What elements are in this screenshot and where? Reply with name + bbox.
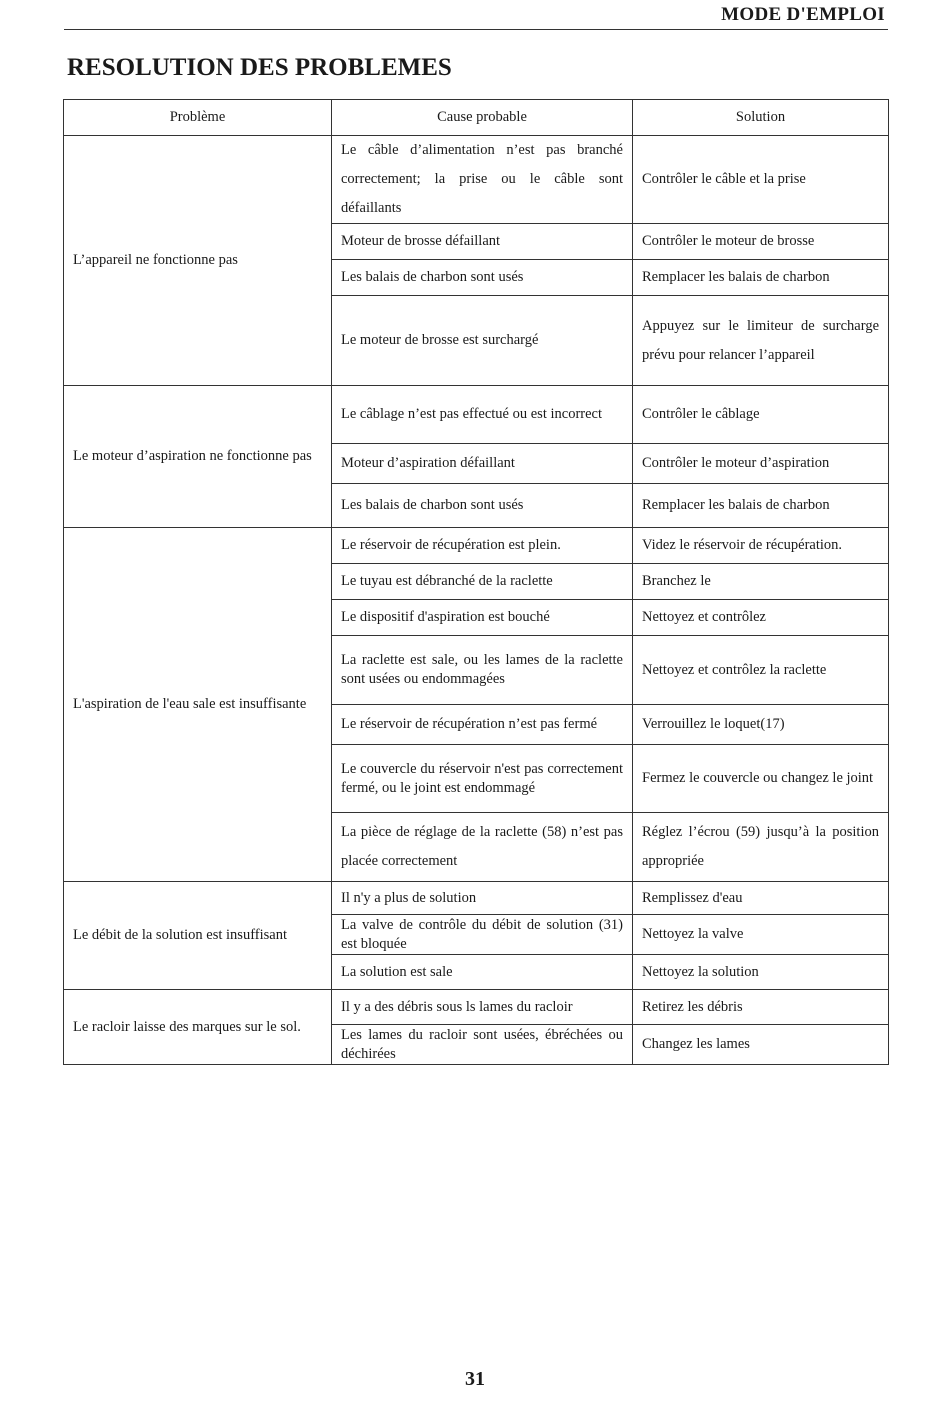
table-row bbox=[64, 386, 889, 444]
solution-cell: Fermez le couvercle ou changez le joint bbox=[633, 745, 889, 813]
problem-cell: Le racloir laisse des marques sur le sol. bbox=[64, 990, 332, 1065]
problem-cell: L'aspiration de l'eau sale est insuffisante bbox=[64, 528, 332, 882]
troubleshooting-table bbox=[63, 99, 889, 1065]
solution-cell: Contrôler le câblage bbox=[633, 386, 889, 444]
problem-cell: Le débit de la solution est insuffisant bbox=[64, 882, 332, 990]
solution-cell: Contrôler le moteur de brosse bbox=[633, 224, 889, 260]
cause-cell: La valve de contrôle du débit de solution (31) est bloquée bbox=[332, 915, 633, 955]
problem-cell: L’appareil ne fonctionne pas bbox=[64, 136, 332, 386]
solution-cell: Changez les lames bbox=[633, 1025, 889, 1065]
solution-cell: Remplissez d'eau bbox=[633, 882, 889, 915]
page-header bbox=[64, 4, 888, 30]
solution-cell: Nettoyez la valve bbox=[633, 915, 889, 955]
solution-cell: Réglez l’écrou (59) jusqu’à la position appropriée bbox=[633, 813, 889, 882]
table-header-row bbox=[64, 100, 889, 136]
solution-cell: Nettoyez et contrôlez bbox=[633, 600, 889, 636]
solution-cell: Contrôler le câble et la prise bbox=[633, 136, 889, 224]
cause-cell: Le câblage n’est pas effectué ou est incorrect bbox=[332, 386, 633, 444]
cause-cell: La solution est sale bbox=[332, 955, 633, 990]
column-header-probleme: Problème bbox=[64, 100, 332, 136]
page-number: 31 bbox=[465, 1368, 485, 1390]
solution-cell: Retirez les débris bbox=[633, 990, 889, 1025]
cause-cell: Le réservoir de récupération n’est pas fermé bbox=[332, 705, 633, 745]
cause-cell: Le moteur de brosse est surchargé bbox=[332, 296, 633, 386]
table-row bbox=[64, 990, 889, 1025]
solution-cell: Appuyez sur le limiteur de surcharge prévu pour relancer l’appareil bbox=[633, 296, 889, 386]
cause-cell: La pièce de réglage de la raclette (58) n’est pas placée correctement bbox=[332, 813, 633, 882]
table-row bbox=[64, 882, 889, 915]
solution-cell: Remplacer les balais de charbon bbox=[633, 484, 889, 528]
cause-cell: Moteur de brosse défaillant bbox=[332, 224, 633, 260]
cause-cell: Le couvercle du réservoir n'est pas correctement fermé, ou le joint est endommagé bbox=[332, 745, 633, 813]
cause-cell: La raclette est sale, ou les lames de la raclette sont usées ou endommagées bbox=[332, 636, 633, 705]
cause-cell: Le dispositif d'aspiration est bouché bbox=[332, 600, 633, 636]
page-title: RESOLUTION DES PROBLEMES bbox=[67, 54, 452, 81]
cause-cell: Le câble d’alimentation n’est pas branché correctement; la prise ou le câble sont défaillants bbox=[332, 136, 633, 224]
solution-cell: Nettoyez et contrôlez la raclette bbox=[633, 636, 889, 705]
cause-cell: Il n'y a plus de solution bbox=[332, 882, 633, 915]
cause-cell: Le tuyau est débranché de la raclette bbox=[332, 564, 633, 600]
header-title: MODE D'EMPLOI bbox=[721, 4, 885, 25]
cause-cell: Les balais de charbon sont usés bbox=[332, 260, 633, 296]
column-header-cause: Cause probable bbox=[332, 100, 633, 136]
table-row bbox=[64, 136, 889, 224]
solution-cell: Remplacer les balais de charbon bbox=[633, 260, 889, 296]
cause-cell: Le réservoir de récupération est plein. bbox=[332, 528, 633, 564]
cause-cell: Moteur d’aspiration défaillant bbox=[332, 444, 633, 484]
problem-cell: Le moteur d’aspiration ne fonctionne pas bbox=[64, 386, 332, 528]
solution-cell: Videz le réservoir de récupération. bbox=[633, 528, 889, 564]
cause-cell: Les lames du racloir sont usées, ébréchées ou déchirées bbox=[332, 1025, 633, 1065]
solution-cell: Branchez le bbox=[633, 564, 889, 600]
cause-cell: Les balais de charbon sont usés bbox=[332, 484, 633, 528]
solution-cell: Contrôler le moteur d’aspiration bbox=[633, 444, 889, 484]
table-row bbox=[64, 528, 889, 564]
column-header-solution: Solution bbox=[633, 100, 889, 136]
solution-cell: Verrouillez le loquet(17) bbox=[633, 705, 889, 745]
solution-cell: Nettoyez la solution bbox=[633, 955, 889, 990]
cause-cell: Il y a des débris sous ls lames du racloir bbox=[332, 990, 633, 1025]
